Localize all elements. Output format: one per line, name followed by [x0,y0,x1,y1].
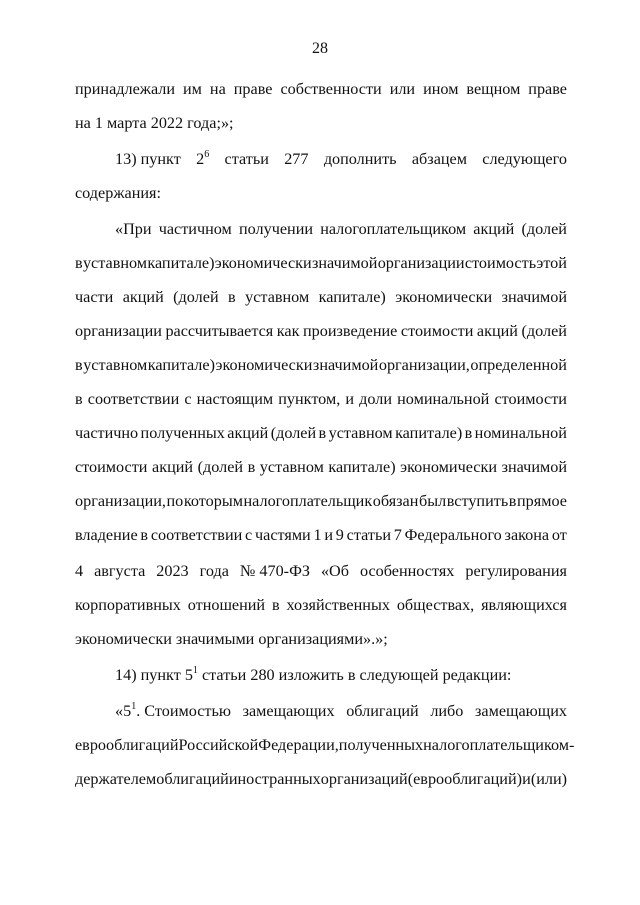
word: «Об [320,562,349,580]
word: в [508,492,517,510]
word: акций [122,288,164,306]
word: закона [504,526,550,544]
text-line [75,622,567,656]
text-line [75,382,567,416]
word: владение [75,526,138,544]
superscript: 1 [192,665,198,676]
word: соответствии [87,390,180,408]
word: года [199,562,229,580]
text-line [75,246,567,280]
word: содержания: [75,184,161,202]
word: 7 [393,526,402,544]
word: значимой [311,254,378,272]
word: экономически [395,288,493,306]
point-number: «$5^1$. Стоимостью [115,701,231,720]
word: 277 [284,150,309,168]
word: вступить [446,492,509,510]
word: и [345,390,355,408]
point-number: $2^6$ [196,149,210,168]
word: экономически значимыми организациями».»; [75,630,388,648]
word: дополнить [323,150,397,168]
word: статьи [346,526,391,544]
word: № 470-ФЗ [239,562,310,580]
word: получении [238,220,314,238]
word: частями [255,526,311,544]
word: им [183,80,202,98]
document-body [75,72,575,812]
word: акций [476,322,518,340]
word: частично [75,424,139,442]
superscript: 6 [204,149,210,160]
word: значимой [312,356,379,374]
word: регулирования [465,562,567,580]
word: обязан [372,492,419,510]
text-line [115,212,567,246]
word: в [75,356,83,374]
word: значимой [501,458,567,476]
word: стоимости [400,322,474,340]
word: иностранных [228,770,321,788]
text-line [75,314,567,348]
word: акций [152,458,194,476]
word: капитале) [147,254,215,272]
word: частичном [158,220,232,238]
word: прямое [517,492,567,510]
word: акций [227,424,269,442]
word: (долей [173,288,219,306]
word: облигаций [346,702,419,720]
word: в [247,458,256,476]
word: полученных [140,424,225,442]
word: в [272,596,280,614]
word: статьи [224,150,269,168]
text-line [75,518,567,552]
word: налогоплательщиком [320,220,467,238]
word: определенной [470,356,567,374]
text-line [75,416,567,450]
text-line [115,694,567,728]
word: организаций [320,770,408,788]
word: 2023 [156,562,189,580]
word: принадлежали [75,80,176,98]
word: в [75,390,83,408]
word: (еврооблигаций) [407,770,523,788]
word: августа [94,562,146,580]
word: произведение [303,322,398,340]
word: являющихся [481,596,567,614]
word: 13) пункт [115,150,181,168]
text-line [115,658,567,692]
word: либо [430,702,464,720]
word: 1 [313,526,322,544]
text-line [75,762,567,796]
word: абзацем [411,150,467,168]
word: и [324,526,334,544]
word: в [464,424,473,442]
word: или [389,80,416,98]
text-line [75,106,567,140]
word: в [75,254,83,272]
text-line [75,280,567,314]
word: пунктом, [278,390,341,408]
word: организации, [378,356,470,374]
word: как [276,322,300,340]
word: - [569,736,575,754]
word: капитале) [318,288,386,306]
word: налогоплательщик [243,492,373,510]
word: стоимость [464,254,537,272]
word: отношений [187,596,266,614]
word: Федерального [404,526,502,544]
word: уставном [328,424,393,442]
word: статьи 280 изложить в следующей редакции: [201,666,512,684]
word: уставном [259,458,324,476]
word: хозяйственных [286,596,390,614]
word: от [551,526,567,544]
word: акций [473,220,515,238]
word: облигаций [156,770,229,788]
word: организации [75,322,162,340]
word: рассчитывается [165,322,274,340]
text-line [75,554,567,588]
word: экономически [215,356,313,374]
text-line [75,588,567,622]
word: 4 [75,562,84,580]
word: настоящим [196,390,274,408]
word: праве [528,80,567,98]
word: номинальной [474,424,567,442]
word: еврооблигаций [75,736,179,754]
word: замещающих [242,702,335,720]
word: капитале) [395,424,463,442]
word: (долей [197,458,244,476]
word: номинальной [397,390,490,408]
word: части [75,288,114,306]
word: 9 [335,526,344,544]
word: соответствии [150,526,243,544]
word: организации, [75,492,166,510]
word: Российской [178,736,259,754]
word: уставном [245,288,310,306]
word: стоимости [494,390,567,408]
word: уставном [83,356,148,374]
word: «При [115,220,152,238]
word: экономически [214,254,312,272]
word: с [245,526,253,544]
word: в [228,288,236,306]
word: вещном [466,80,521,98]
word: собственности [280,80,382,98]
word: организации [377,254,465,272]
text-line [75,176,567,210]
word: был [418,492,447,510]
text-line [115,142,567,176]
word: значимой [501,288,567,306]
word: капитале) [147,356,215,374]
word: стоимости [75,458,148,476]
word: капитале) [328,458,396,476]
word: на [209,80,226,98]
text-line [75,72,567,106]
word: держателем [75,770,157,788]
word: ином [423,80,459,98]
word: полученных [338,736,424,754]
word: (или) [530,770,567,788]
word: в [140,526,149,544]
word: (долей [521,322,567,340]
word: (долей [270,424,317,442]
word: Федерации, [258,736,339,754]
word: (долей [521,220,567,238]
word: обществах, [396,596,475,614]
word: замещающих [475,702,567,720]
word: этой [536,254,567,272]
word: следующего [482,150,567,168]
word: особенностях [359,562,455,580]
word: на 1 марта 2022 года;»; [75,114,234,132]
point-number: $5^1$ [184,665,198,684]
word: праве [233,80,273,98]
word: экономически [400,458,498,476]
word: по [166,492,184,510]
page-number: 28 [312,40,328,57]
word: с [184,390,192,408]
superscript: 1 [131,701,137,712]
word: уставном [82,254,148,272]
word: корпоративных [75,596,181,614]
text-line [75,728,575,762]
word: налогоплательщиком [423,736,570,754]
word: и [522,770,531,788]
word: которым [183,492,243,510]
word: в [318,424,327,442]
text-line [75,348,567,382]
text-line [75,450,567,484]
word: доли [359,390,393,408]
text-line [75,484,567,518]
word: 14) пункт [115,666,181,684]
